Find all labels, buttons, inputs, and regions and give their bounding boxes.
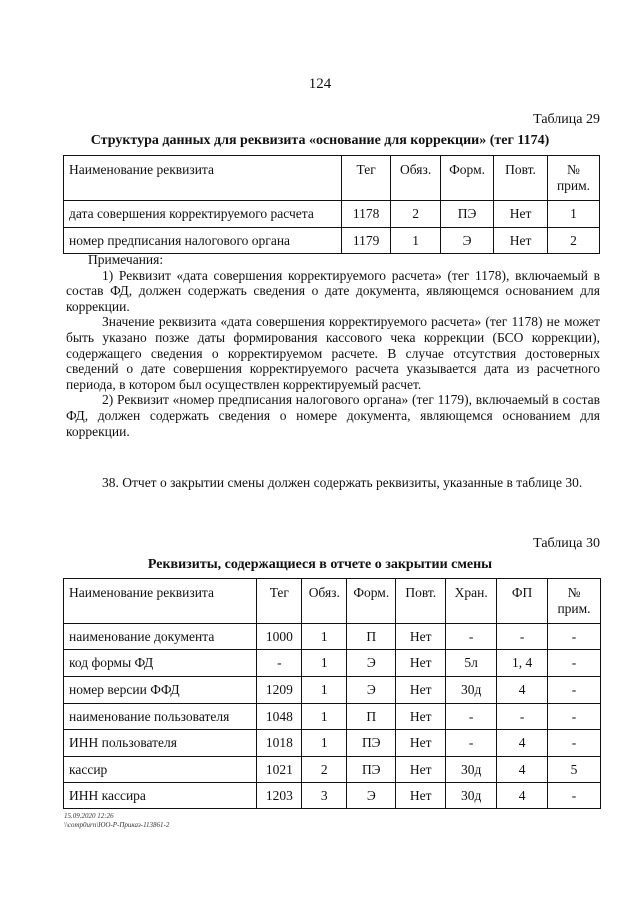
- table-cell: П: [347, 624, 396, 650]
- table-cell: Нет: [396, 757, 446, 783]
- table-row: [64, 704, 601, 730]
- header-cell: № прим.: [548, 156, 600, 201]
- table-cell: кассир: [64, 757, 257, 783]
- header-cell: Хран.: [446, 579, 497, 624]
- table-row: [64, 730, 601, 757]
- table-cell: ПЭ: [347, 730, 396, 757]
- table-cell: 4: [497, 730, 548, 757]
- header-cell: Обяз.: [391, 156, 441, 201]
- table-cell: Э: [347, 650, 396, 677]
- header-cell: № прим.: [548, 579, 601, 624]
- table-cell: код формы ФД: [64, 650, 257, 677]
- table-cell: Нет: [494, 201, 548, 228]
- table-cell: 30д: [446, 783, 497, 809]
- header-cell: Наименование реквизита: [64, 156, 342, 201]
- table-cell: Нет: [396, 624, 446, 650]
- table-cell: 4: [497, 783, 548, 809]
- table-cell: -: [446, 624, 497, 650]
- table-row: [64, 624, 601, 650]
- table-30-title: Реквизиты, содержащиеся в отчете о закрытии смены: [147, 557, 493, 572]
- header-cell: Наименование реквизита: [64, 579, 257, 624]
- table-cell: 1: [302, 677, 347, 704]
- table-cell: 4: [497, 757, 548, 783]
- table-29-title: Структура данных для реквизита «основание для коррекции» (тег 1174): [90, 133, 550, 148]
- table-cell: -: [548, 650, 601, 677]
- table-cell: 1: [302, 650, 347, 677]
- table-cell: 1048: [257, 704, 302, 730]
- table-cell: номер предписания налогового органа: [64, 228, 342, 254]
- note-2: 2) Реквизит «номер предписания налогового органа» (тег 1179), включаемый в состав ФД, должен содержать сведения о номере документа, являющемся основанием для коррекции.: [66, 392, 600, 439]
- table-row: [64, 201, 600, 228]
- page-number: 124: [308, 76, 332, 92]
- header-cell: Тег: [342, 156, 391, 201]
- table-cell: Э: [347, 677, 396, 704]
- table-30: [63, 578, 601, 809]
- table-cell: 1203: [257, 783, 302, 809]
- table-cell: -: [548, 783, 601, 809]
- table-cell: ИНН пользователя: [64, 730, 257, 757]
- table-cell: 1: [302, 704, 347, 730]
- table-cell: -: [548, 704, 601, 730]
- table-cell: -: [548, 730, 601, 757]
- table-cell: дата совершения корректируемого расчета: [64, 201, 342, 228]
- table-cell: 3: [302, 783, 347, 809]
- table-cell: -: [446, 730, 497, 757]
- table-cell: номер версии ФФД: [64, 677, 257, 704]
- header-cell: Форм.: [441, 156, 494, 201]
- table-cell: -: [497, 624, 548, 650]
- table-cell: 1, 4: [497, 650, 548, 677]
- table-cell: 1018: [257, 730, 302, 757]
- header-cell: Форм.: [347, 579, 396, 624]
- footer-path: \\comp0urn\ЮО-Р-Приказ-113861-2: [64, 821, 170, 829]
- table-cell: 5: [548, 757, 601, 783]
- table-29: [63, 155, 600, 254]
- table-cell: Нет: [396, 677, 446, 704]
- table-row: [64, 757, 601, 783]
- table-cell: -: [257, 650, 302, 677]
- table-cell: Нет: [396, 730, 446, 757]
- table-30-caption: Таблица 30: [533, 536, 600, 551]
- table-cell: наименование документа: [64, 624, 257, 650]
- footer-date: 15.09.2020 12:26: [64, 812, 114, 820]
- header-cell: ФП: [497, 579, 548, 624]
- table-cell: Нет: [494, 228, 548, 254]
- table-cell: ИНН кассира: [64, 783, 257, 809]
- table-cell: 1178: [342, 201, 391, 228]
- note-1-continuation: Значение реквизита «дата совершения корректируемого расчета» (тег 1178) не может быть указано позже даты формирования кассового чека коррекции (БСО коррекции), содержащего сведения о корректируемом расчете. В случае отсутствия достоверных сведений о дате совершения корректируемого расчета указывается дата из расчетного периода, в котором был осуществлен корректируемый расчет.: [66, 314, 600, 392]
- table-cell: Э: [441, 228, 494, 254]
- table-cell: П: [347, 704, 396, 730]
- table-cell: 1209: [257, 677, 302, 704]
- table-cell: Нет: [396, 650, 446, 677]
- paragraph-38: 38. Отчет о закрытии смены должен содержать реквизиты, указанные в таблице 30.: [102, 475, 583, 490]
- header-cell: Тег: [257, 579, 302, 624]
- table-header-row: [64, 579, 601, 624]
- table-29-caption: Таблица 29: [533, 112, 600, 127]
- table-row: [64, 228, 600, 254]
- table-cell: 5л: [446, 650, 497, 677]
- table-cell: Нет: [396, 783, 446, 809]
- header-cell: Повт.: [396, 579, 446, 624]
- table-cell: 2: [391, 201, 441, 228]
- table-cell: 1: [302, 624, 347, 650]
- table-cell: 1: [391, 228, 441, 254]
- table-cell: 1000: [257, 624, 302, 650]
- table-cell: 1: [302, 730, 347, 757]
- table-cell: Э: [347, 783, 396, 809]
- table-cell: ПЭ: [441, 201, 494, 228]
- header-cell: Обяз.: [302, 579, 347, 624]
- table-cell: 2: [302, 757, 347, 783]
- notes-block: [66, 252, 600, 439]
- table-cell: 1: [548, 201, 600, 228]
- table-cell: Нет: [396, 704, 446, 730]
- table-cell: ПЭ: [347, 757, 396, 783]
- table-cell: 1021: [257, 757, 302, 783]
- table-cell: 2: [548, 228, 600, 254]
- header-cell: Повт.: [494, 156, 548, 201]
- note-1: 1) Реквизит «дата совершения корректируемого расчета» (тег 1178), включаемый в состав ФД, должен содержать сведения о дате документа, являющемся основанием для коррекции.: [66, 267, 600, 314]
- table-cell: наименование пользователя: [64, 704, 257, 730]
- table-cell: 1179: [342, 228, 391, 254]
- notes-heading: Примечания:: [88, 252, 164, 267]
- table-cell: 30д: [446, 757, 497, 783]
- table-cell: -: [446, 704, 497, 730]
- table-cell: -: [497, 704, 548, 730]
- table-cell: -: [548, 624, 601, 650]
- table-row: [64, 677, 601, 704]
- table-header-row: [64, 156, 600, 201]
- footer-stamp: [64, 812, 169, 830]
- table-row: [64, 783, 601, 809]
- table-row: [64, 650, 601, 677]
- table-cell: 4: [497, 677, 548, 704]
- table-cell: 30д: [446, 677, 497, 704]
- table-cell: -: [548, 677, 601, 704]
